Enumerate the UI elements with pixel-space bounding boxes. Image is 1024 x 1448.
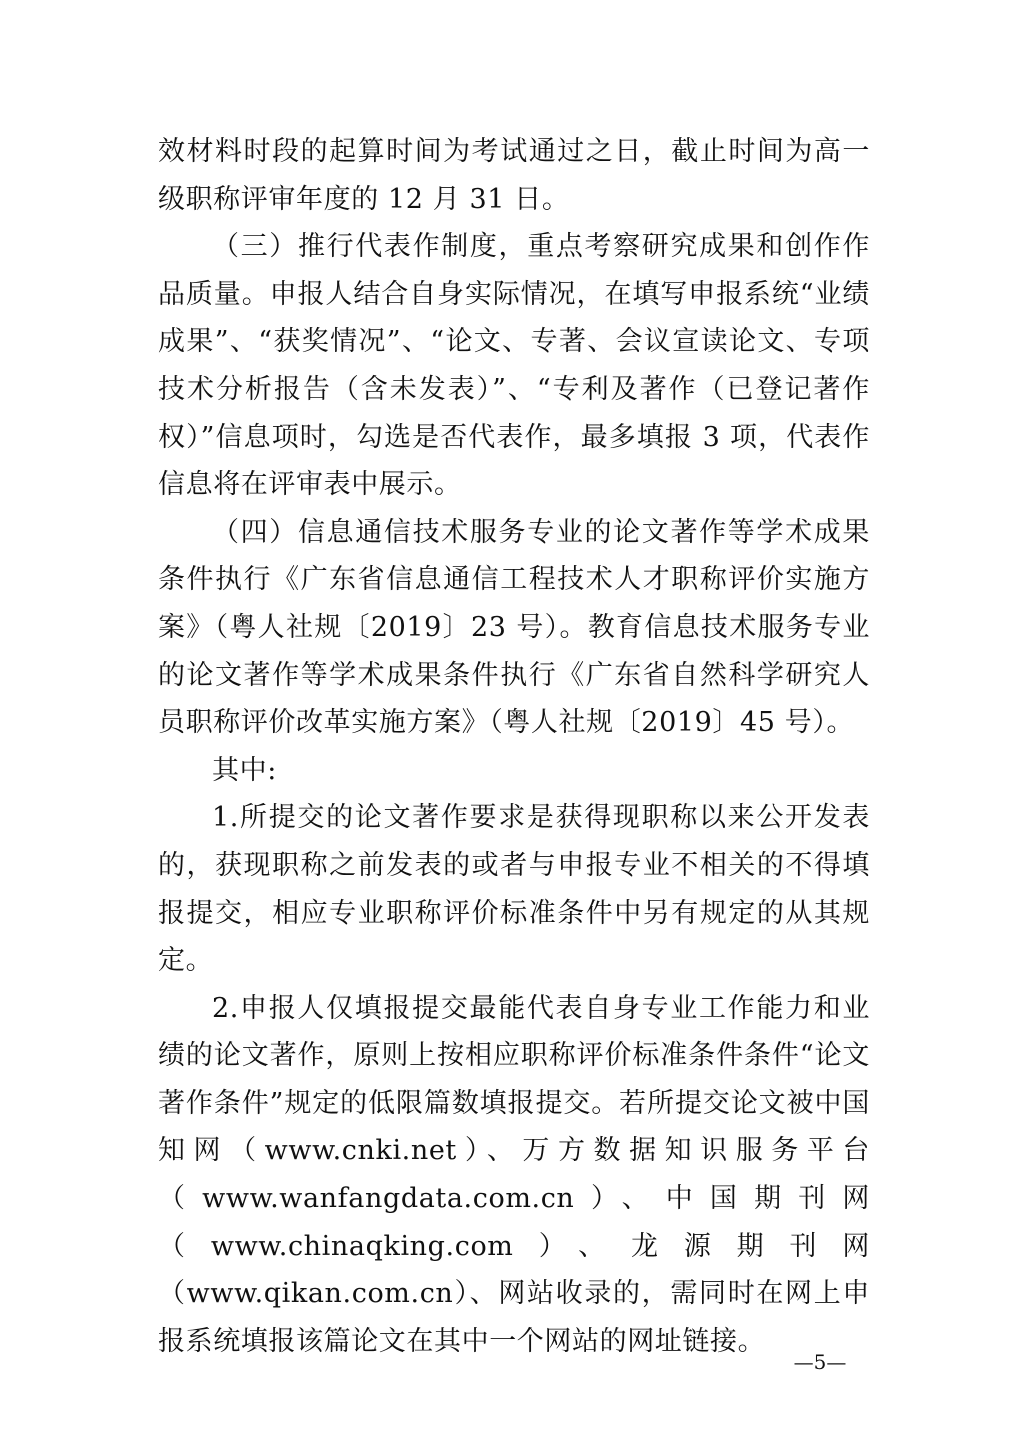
- paragraph-3: （四）信息通信技术服务专业的论文著作等学术成果条件执行《广东省信息通信工程技术人才职称评价实施方案》（粤人社规〔2019〕23 号）。教育信息技术服务专业的论文著作等学术成果条件执行《广东省自然科学研究人员职称评价改革实施方案》（粤人社规〔2019〕45 号）。: [158, 516, 870, 739]
- document-body: [158, 128, 870, 1365]
- paragraph-1: 效材料时段的起算时间为考试通过之日，截止时间为高一级职称评审年度的 12 月 31 日。: [158, 136, 870, 215]
- paragraph-2: （三）推行代表作制度，重点考察研究成果和创作作品质量。申报人结合自身实际情况，在填写申报系统“业绩成果”、“获奖情况”、“论文、专著、会议宣读论文、专项技术分析报告（含未发表）”、“专利及著作（已登记著作权）”信息项时，勾选是否代表作，最多填报 3 项，代表作信息将在评审表中展示。: [158, 231, 870, 501]
- paragraph-6: 2.申报人仅填报提交最能代表自身专业工作能力和业绩的论文著作，原则上按相应职称评价标准条件条件“论文著作条件”规定的低限篇数填报提交。若所提交论文被中国知网（www.cnki.net）、万方数据知识服务平台（www.wanfangdata.com.cn）、中国期刊网（www.chinaqking.com）、龙源期刊网（www.qikan.com.cn）、网站收录的，需同时在网上申报系统填报该篇论文在其中一个网站的网址链接。: [158, 992, 870, 1357]
- paragraph-5: 1.所提交的论文著作要求是获得现职称以来公开发表的，获现职称之前发表的或者与申报专业不相关的不得填报提交，相应专业职称评价标准条件中另有规定的从其规定。: [158, 802, 870, 977]
- paragraph-4: 其中:: [212, 754, 277, 786]
- page-number: —5—: [793, 1350, 847, 1374]
